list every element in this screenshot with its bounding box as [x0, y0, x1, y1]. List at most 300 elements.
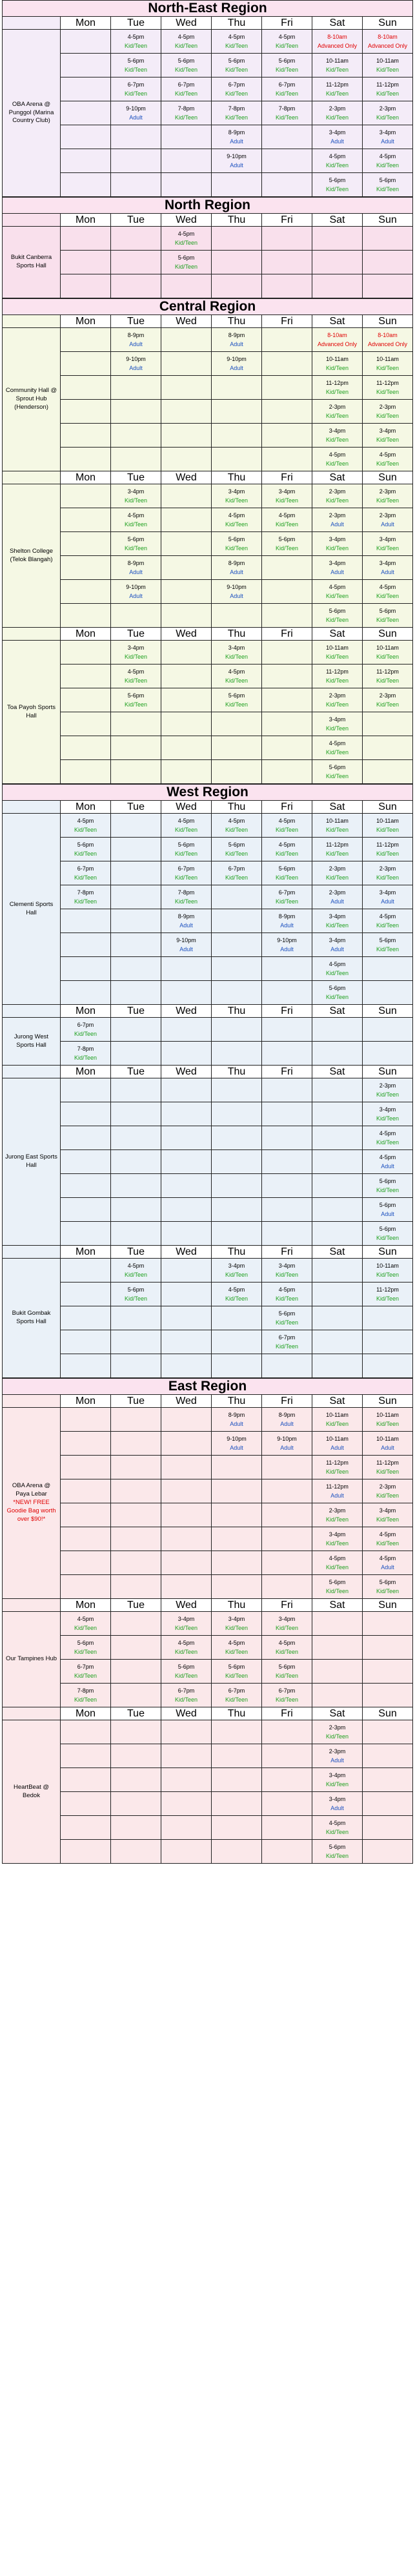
slot-cell	[312, 400, 363, 424]
slot-cell	[212, 838, 262, 861]
slot-cell	[161, 376, 212, 400]
slot-time: 3-4pm	[329, 536, 346, 542]
slot-time: 2-3pm	[379, 404, 396, 410]
slot-cell	[212, 30, 262, 54]
slot-category: Kid/Teen	[174, 898, 198, 905]
slot-cell	[363, 814, 413, 838]
slot-cell	[363, 1479, 413, 1503]
slot-time: 4-5pm	[177, 818, 195, 824]
slot-cell	[363, 1551, 413, 1575]
slot-cell	[212, 1102, 262, 1126]
slot-time: 11-12pm	[376, 841, 399, 848]
slot-time: 8-9pm	[177, 913, 195, 920]
slot-row	[3, 1306, 413, 1330]
slot-category: Kid/Teen	[376, 186, 400, 192]
slot-cell	[363, 400, 413, 424]
slot-cell	[111, 1408, 161, 1432]
slot-cell	[61, 1575, 111, 1599]
slot-category: Kid/Teen	[325, 1421, 349, 1427]
slot-row	[3, 1479, 413, 1503]
slot-cell	[312, 1636, 363, 1660]
slot-row	[3, 424, 413, 448]
slot-cell	[312, 352, 363, 376]
slot-cell	[161, 1636, 212, 1660]
slot-category: Adult	[381, 1211, 394, 1217]
day-header-tue: Tue	[111, 471, 161, 484]
slot-cell	[312, 1102, 363, 1126]
slot-category: Kid/Teen	[275, 1696, 299, 1703]
day-header-fri: Fri	[262, 1599, 312, 1612]
slot-cell	[262, 251, 312, 274]
slot-cell	[111, 1816, 161, 1840]
slot-cell	[61, 1768, 111, 1792]
slot-cell	[212, 352, 262, 376]
slot-row	[3, 1612, 413, 1636]
slot-time: 10-11am	[326, 644, 349, 651]
slot-time: 3-4pm	[329, 1531, 346, 1538]
day-header-thu: Thu	[212, 1005, 262, 1018]
slot-cell	[262, 814, 312, 838]
slot-cell	[262, 1042, 312, 1066]
slot-time: 10-11am	[376, 57, 399, 64]
venue-promo-note: *NEW! FREE Goodie Bag worth over $90!*	[6, 1499, 56, 1523]
slot-cell	[212, 1259, 262, 1283]
slot-cell	[161, 54, 212, 77]
slot-cell	[111, 1126, 161, 1150]
slot-category: Adult	[330, 521, 344, 528]
slot-row	[3, 1018, 413, 1042]
slot-cell	[212, 604, 262, 628]
slot-cell	[61, 736, 111, 760]
slot-row	[3, 1042, 413, 1066]
slot-cell	[111, 274, 161, 298]
slot-category: Kid/Teen	[376, 677, 400, 684]
slot-cell	[111, 1684, 161, 1707]
slot-cell	[363, 688, 413, 712]
slot-category: Kid/Teen	[325, 365, 349, 371]
slot-category: Kid/Teen	[376, 593, 400, 599]
slot-time: 5-6pm	[177, 841, 195, 848]
slot-time: 11-12pm	[376, 1286, 399, 1293]
slot-category: Kid/Teen	[325, 1781, 349, 1788]
slot-category: Adult	[280, 1421, 294, 1427]
slot-cell	[111, 1432, 161, 1456]
slot-cell	[312, 101, 363, 125]
slot-cell	[61, 1744, 111, 1768]
slot-cell	[61, 1456, 111, 1479]
slot-cell	[363, 1684, 413, 1707]
slot-cell	[161, 1078, 212, 1102]
slot-cell	[312, 1432, 363, 1456]
slot-cell	[111, 77, 161, 101]
slot-cell	[363, 1768, 413, 1792]
day-header-blank	[3, 628, 61, 641]
slot-row	[3, 1551, 413, 1575]
slot-cell	[111, 1259, 161, 1283]
slot-category: Kid/Teen	[325, 617, 349, 623]
slot-cell	[61, 1792, 111, 1816]
slot-cell	[262, 532, 312, 556]
slot-category: Adult	[330, 1445, 344, 1451]
slot-cell	[312, 1259, 363, 1283]
region-table-east-region	[2, 1378, 413, 1864]
day-header-row	[3, 1395, 413, 1408]
slot-cell	[161, 1744, 212, 1768]
slot-cell	[111, 838, 161, 861]
slot-category: Kid/Teen	[275, 1625, 299, 1631]
day-header-fri: Fri	[262, 801, 312, 814]
slot-row	[3, 981, 413, 1005]
slot-cell	[61, 688, 111, 712]
slot-cell	[161, 532, 212, 556]
slot-cell	[312, 1222, 363, 1246]
slot-time: 10-11am	[376, 1412, 399, 1418]
venue-cell	[3, 1408, 61, 1599]
slot-cell	[363, 1792, 413, 1816]
day-header-tue: Tue	[111, 1395, 161, 1408]
slot-cell	[262, 1259, 312, 1283]
slot-time: 7-8pm	[77, 889, 94, 896]
slot-cell	[262, 1150, 312, 1174]
slot-time: 9-10pm	[227, 584, 247, 590]
slot-cell	[363, 1432, 413, 1456]
slot-cell	[111, 328, 161, 352]
slot-cell	[161, 1684, 212, 1707]
slot-cell	[312, 1612, 363, 1636]
day-header-thu: Thu	[212, 17, 262, 30]
slot-category: Adult	[280, 922, 294, 929]
slot-row	[3, 688, 413, 712]
day-header-sun: Sun	[363, 315, 413, 328]
slot-category: Kid/Teen	[225, 1649, 248, 1655]
slot-category: Kid/Teen	[376, 1187, 400, 1193]
slot-cell	[262, 508, 312, 532]
slot-cell	[111, 1479, 161, 1503]
slot-cell	[212, 1551, 262, 1575]
slot-cell	[262, 376, 312, 400]
slot-time: 4-5pm	[127, 512, 145, 519]
slot-cell	[262, 1078, 312, 1102]
venue-cell	[3, 227, 61, 298]
day-header-wed: Wed	[161, 315, 212, 328]
slot-cell	[262, 274, 312, 298]
slot-cell	[312, 1330, 363, 1354]
slot-cell	[312, 760, 363, 784]
slot-row	[3, 400, 413, 424]
slot-cell	[61, 604, 111, 628]
slot-category: Kid/Teen	[325, 874, 349, 881]
slot-time: 3-4pm	[329, 1772, 346, 1778]
slot-cell	[363, 1174, 413, 1198]
slot-cell	[312, 641, 363, 665]
slot-cell	[363, 54, 413, 77]
slot-time: 8-10am	[327, 332, 347, 338]
slot-time: 2-3pm	[379, 105, 396, 112]
slot-category: Kid/Teen	[325, 545, 349, 551]
slot-cell	[262, 1306, 312, 1330]
slot-category: Kid/Teen	[376, 701, 400, 708]
slot-category: Kid/Teen	[325, 1516, 349, 1523]
slot-category: Kid/Teen	[325, 994, 349, 1000]
slot-category: Kid/Teen	[376, 1421, 400, 1427]
day-header-sun: Sun	[363, 214, 413, 227]
day-header-sun: Sun	[363, 1066, 413, 1078]
slot-cell	[111, 1612, 161, 1636]
slot-cell	[111, 736, 161, 760]
slot-cell	[61, 448, 111, 471]
day-header-tue: Tue	[111, 1066, 161, 1078]
slot-cell	[363, 1816, 413, 1840]
slot-time: 4-5pm	[329, 1555, 346, 1561]
slot-row	[3, 227, 413, 251]
day-header-thu: Thu	[212, 214, 262, 227]
slot-category: Adult	[129, 341, 143, 347]
slot-cell	[212, 101, 262, 125]
slot-cell	[111, 885, 161, 909]
region-title: North Region	[3, 198, 413, 214]
slot-cell	[262, 736, 312, 760]
day-header-fri: Fri	[262, 1246, 312, 1259]
slot-cell	[212, 532, 262, 556]
day-header-wed: Wed	[161, 1246, 212, 1259]
slot-cell	[111, 814, 161, 838]
slot-cell	[111, 861, 161, 885]
slot-cell	[61, 556, 111, 580]
slot-cell	[161, 641, 212, 665]
day-header-sat: Sat	[312, 1066, 363, 1078]
slot-cell	[312, 1018, 363, 1042]
slot-cell	[161, 30, 212, 54]
slot-row	[3, 665, 413, 688]
slot-cell	[363, 641, 413, 665]
slot-cell	[262, 1102, 312, 1126]
slot-category: Kid/Teen	[275, 1649, 299, 1655]
slot-cell	[111, 604, 161, 628]
day-header-sat: Sat	[312, 1005, 363, 1018]
slot-row	[3, 125, 413, 149]
slot-category: Kid/Teen	[74, 1031, 97, 1037]
day-header-mon: Mon	[61, 801, 111, 814]
slot-cell	[212, 400, 262, 424]
slot-cell	[363, 1283, 413, 1306]
slot-cell	[161, 885, 212, 909]
slot-category: Adult	[381, 898, 394, 905]
slot-cell	[262, 1432, 312, 1456]
slot-time: 8-10am	[327, 34, 347, 40]
slot-category: Kid/Teen	[376, 67, 400, 73]
slot-category: Kid/Teen	[124, 654, 148, 660]
slot-cell	[363, 1612, 413, 1636]
day-header-sat: Sat	[312, 628, 363, 641]
slot-row	[3, 556, 413, 580]
slot-cell	[363, 424, 413, 448]
slot-time: 10-11am	[326, 1412, 349, 1418]
slot-cell	[212, 1198, 262, 1222]
slot-row	[3, 1456, 413, 1479]
slot-cell	[312, 1479, 363, 1503]
slot-cell	[212, 54, 262, 77]
slot-category: Kid/Teen	[376, 389, 400, 395]
slot-category: Kid/Teen	[325, 922, 349, 929]
slot-time: 10-11am	[376, 356, 399, 362]
day-header-wed: Wed	[161, 471, 212, 484]
slot-cell	[61, 149, 111, 173]
slot-time: 3-4pm	[329, 716, 346, 723]
venue-name: Shelton College (Telok Blangah)	[9, 547, 54, 563]
slot-row	[3, 1408, 413, 1432]
slot-cell	[111, 1042, 161, 1066]
day-header-sat: Sat	[312, 1599, 363, 1612]
slot-time: 6-7pm	[177, 81, 195, 88]
slot-category: Kid/Teen	[275, 90, 299, 97]
slot-cell	[111, 1575, 161, 1599]
day-header-mon: Mon	[61, 628, 111, 641]
slot-cell	[111, 376, 161, 400]
slot-category: Kid/Teen	[225, 1295, 248, 1302]
slot-category: Kid/Teen	[376, 654, 400, 660]
slot-cell	[61, 328, 111, 352]
slot-cell	[111, 1174, 161, 1198]
day-header-row	[3, 214, 413, 227]
slot-category: Kid/Teen	[124, 90, 148, 97]
slot-time: 3-4pm	[278, 1262, 296, 1269]
region-table-west-region	[2, 784, 413, 1378]
slot-category: Kid/Teen	[376, 1516, 400, 1523]
slot-row	[3, 814, 413, 838]
slot-row	[3, 30, 413, 54]
slot-row	[3, 352, 413, 376]
slot-cell	[61, 1174, 111, 1198]
day-header-thu: Thu	[212, 1707, 262, 1720]
slot-cell	[363, 508, 413, 532]
slot-time: 5-6pm	[127, 57, 145, 64]
slot-row	[3, 1102, 413, 1126]
slot-category: Kid/Teen	[325, 970, 349, 976]
slot-cell	[161, 1432, 212, 1456]
slot-time: 3-4pm	[329, 913, 346, 920]
slot-time: 8-9pm	[278, 913, 296, 920]
slot-time: 11-12pm	[326, 1483, 349, 1490]
slot-cell	[262, 1840, 312, 1864]
slot-cell	[363, 1744, 413, 1768]
slot-category: Kid/Teen	[275, 497, 299, 504]
slot-cell	[312, 1078, 363, 1102]
slot-time: 4-5pm	[127, 34, 145, 40]
slot-cell	[363, 981, 413, 1005]
slot-time: 3-4pm	[329, 937, 346, 943]
slot-row	[3, 861, 413, 885]
slot-category: Kid/Teen	[174, 874, 198, 881]
venue-name: HeartBeat @ Bedok	[13, 1783, 50, 1799]
day-header-wed: Wed	[161, 1599, 212, 1612]
slot-category: Kid/Teen	[124, 1295, 148, 1302]
slot-time: 4-5pm	[379, 451, 396, 458]
slot-cell	[312, 448, 363, 471]
day-header-row	[3, 1246, 413, 1259]
slot-category: Kid/Teen	[325, 773, 349, 779]
slot-cell	[61, 1636, 111, 1660]
slot-cell	[262, 1660, 312, 1684]
slot-time: 8-9pm	[127, 332, 145, 338]
slot-category: Adult	[381, 1564, 394, 1571]
slot-cell	[161, 77, 212, 101]
slot-cell	[111, 1330, 161, 1354]
slot-cell	[61, 1126, 111, 1150]
slot-cell	[161, 1720, 212, 1744]
slot-row	[3, 54, 413, 77]
slot-cell	[161, 328, 212, 352]
day-header-mon: Mon	[61, 471, 111, 484]
slot-cell	[212, 1222, 262, 1246]
slot-time: 3-4pm	[379, 129, 396, 136]
slot-cell	[212, 981, 262, 1005]
slot-cell	[312, 1408, 363, 1432]
day-header-blank	[3, 1395, 61, 1408]
slot-cell	[363, 1330, 413, 1354]
slot-time: 7-8pm	[177, 105, 195, 112]
slot-category: Kid/Teen	[225, 701, 248, 708]
slot-row	[3, 885, 413, 909]
slot-row	[3, 604, 413, 628]
slot-cell	[161, 861, 212, 885]
slot-cell	[262, 1551, 312, 1575]
slot-category: Kid/Teen	[275, 521, 299, 528]
day-header-thu: Thu	[212, 315, 262, 328]
slot-cell	[161, 1330, 212, 1354]
slot-time: 3-4pm	[228, 644, 245, 651]
slot-cell	[363, 760, 413, 784]
slot-row	[3, 251, 413, 274]
slot-cell	[312, 508, 363, 532]
day-header-mon: Mon	[61, 1066, 111, 1078]
slot-category: Kid/Teen	[275, 43, 299, 49]
slot-category: Kid/Teen	[225, 1625, 248, 1631]
slot-cell	[312, 274, 363, 298]
slot-cell	[363, 1222, 413, 1246]
slot-cell	[363, 580, 413, 604]
slot-category: Kid/Teen	[376, 1492, 400, 1499]
slot-cell	[111, 1018, 161, 1042]
venue-cell	[3, 1720, 61, 1864]
slot-category: Kid/Teen	[376, 1235, 400, 1241]
slot-time: 10-11am	[326, 1436, 349, 1442]
day-header-sun: Sun	[363, 1246, 413, 1259]
slot-time: 4-5pm	[379, 153, 396, 160]
slot-cell	[212, 125, 262, 149]
slot-time: 2-3pm	[329, 692, 346, 699]
slot-category: Kid/Teen	[74, 850, 97, 857]
slot-time: 5-6pm	[379, 1202, 396, 1208]
slot-category: Kid/Teen	[376, 1295, 400, 1302]
slot-time: 5-6pm	[379, 1226, 396, 1232]
slot-category: Kid/Teen	[325, 460, 349, 467]
slot-cell	[161, 909, 212, 933]
slot-cell	[262, 1720, 312, 1744]
slot-time: 11-12pm	[326, 380, 349, 386]
slot-category: Kid/Teen	[376, 437, 400, 443]
slot-cell	[61, 1503, 111, 1527]
slot-cell	[111, 30, 161, 54]
day-header-sat: Sat	[312, 315, 363, 328]
slot-cell	[212, 688, 262, 712]
slot-time: 3-4pm	[379, 536, 396, 542]
slot-time: 2-3pm	[329, 889, 346, 896]
slot-cell	[161, 1840, 212, 1864]
slot-cell	[61, 1684, 111, 1707]
slot-category: Kid/Teen	[376, 460, 400, 467]
slot-cell	[161, 556, 212, 580]
slot-cell	[161, 1551, 212, 1575]
